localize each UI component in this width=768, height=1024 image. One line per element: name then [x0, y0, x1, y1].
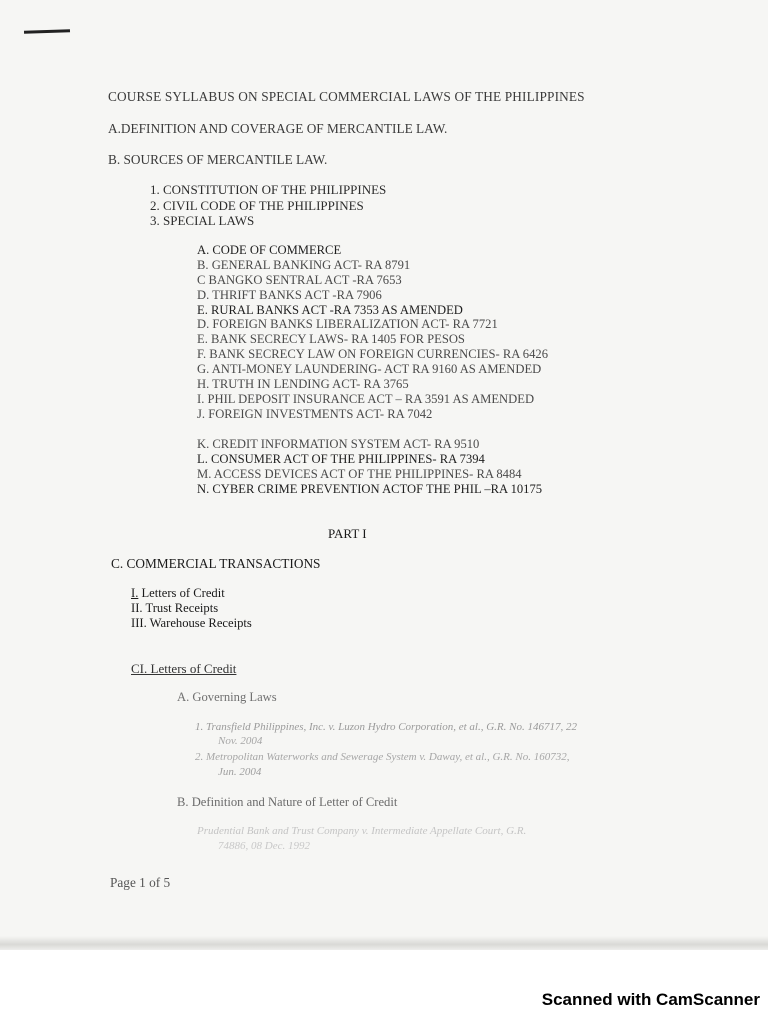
list-item: E. BANK SECRECY LAWS- RA 1405 FOR PESOS [197, 332, 465, 347]
item-text: Letters of Credit [138, 586, 225, 600]
list-item: F. BANK SECRECY LAW ON FOREIGN CURRENCIES- RA 6426 [197, 347, 548, 362]
page-number: Page 1 of 5 [110, 875, 171, 890]
governing-laws-heading: A. Governing Laws [177, 690, 277, 704]
special-laws-list-continued [197, 437, 542, 497]
case-citation: 2. Metropolitan Waterworks and Sewerage System v. Daway, et al., G.R. No. 160732, [195, 751, 570, 763]
list-item: D. FOREIGN BANKS LIBERALIZATION ACT- RA 7721 [197, 317, 498, 332]
list-item: I. PHIL DEPOSIT INSURANCE ACT – RA 3591 AS AMENDED [197, 391, 535, 406]
item-text: Warehouse Receipts [146, 616, 252, 630]
section-a-heading: A.DEFINITION AND COVERAGE OF MERCANTILE LAW. [108, 121, 448, 136]
list-item: E. RURAL BANKS ACT -RA 7353 AS AMENDED [197, 302, 463, 317]
definition-heading: B. Definition and Nature of Letter of Credit [177, 795, 398, 809]
list-item [131, 601, 252, 616]
list-item [131, 586, 252, 601]
letters-of-credit-heading: CI. Letters of Credit [131, 661, 237, 676]
case-citation-continued: Jun. 2004 [218, 766, 262, 778]
list-item: G. ANTI-MONEY LAUNDERING- ACT RA 9160 AS AMENDED [197, 362, 542, 377]
case-citation-continued: Nov. 2004 [218, 735, 263, 747]
sources-list [150, 182, 386, 229]
list-item: L. CONSUMER ACT OF THE PHILIPPINES- RA 7394 [197, 451, 485, 466]
part-heading: PART I [328, 526, 367, 541]
list-item: B. GENERAL BANKING ACT- RA 8791 [197, 257, 411, 272]
case-citation: 1. Transfield Philippines, Inc. v. Luzon Hydro Corporation, et al., G.R. No. 146717, 22 [195, 721, 577, 733]
list-item: 3. SPECIAL LAWS [150, 213, 255, 228]
item-text: Trust Receipts [142, 601, 219, 615]
transactions-list [131, 586, 252, 631]
scanner-watermark: Scanned with CamScanner [541, 990, 760, 1009]
list-item: A. CODE OF COMMERCE [197, 243, 342, 257]
list-item: K. CREDIT INFORMATION SYSTEM ACT- RA 9510 [197, 437, 480, 451]
pen-mark [24, 29, 70, 34]
item-number: III. [131, 616, 147, 630]
list-item: H. TRUTH IN LENDING ACT- RA 3765 [197, 377, 409, 392]
case-citation-continued: 74886, 08 Dec. 1992 [218, 840, 310, 852]
list-item: N. CYBER CRIME PREVENTION ACTOF THE PHIL –RA 10175 [197, 481, 543, 496]
item-number: II. [131, 601, 143, 615]
special-laws-list [197, 243, 548, 422]
syllabus-title: COURSE SYLLABUS ON SPECIAL COMMERCIAL LAWS OF THE PHILIPPINES [108, 89, 585, 104]
list-item: 2. CIVIL CODE OF THE PHILIPPINES [150, 197, 364, 213]
case-citation: Prudential Bank and Trust Company v. Intermediate Appellate Court, G.R. [197, 825, 527, 837]
list-item [131, 616, 252, 631]
list-item: 1. CONSTITUTION OF THE PHILIPPINES [150, 182, 387, 197]
section-c-heading: C. COMMERCIAL TRANSACTIONS [111, 556, 321, 571]
list-item: J. FOREIGN INVESTMENTS ACT- RA 7042 [197, 406, 433, 421]
paper-edge [0, 936, 768, 950]
section-b-heading: B. SOURCES OF MERCANTILE LAW. [108, 152, 328, 167]
list-item: C BANGKO SENTRAL ACT -RA 7653 [197, 272, 402, 287]
list-item: D. THRIFT BANKS ACT -RA 7906 [197, 287, 382, 302]
list-item: M. ACCESS DEVICES ACT OF THE PHILIPPINES- RA 8484 [197, 466, 522, 481]
item-number: I. [131, 586, 139, 600]
